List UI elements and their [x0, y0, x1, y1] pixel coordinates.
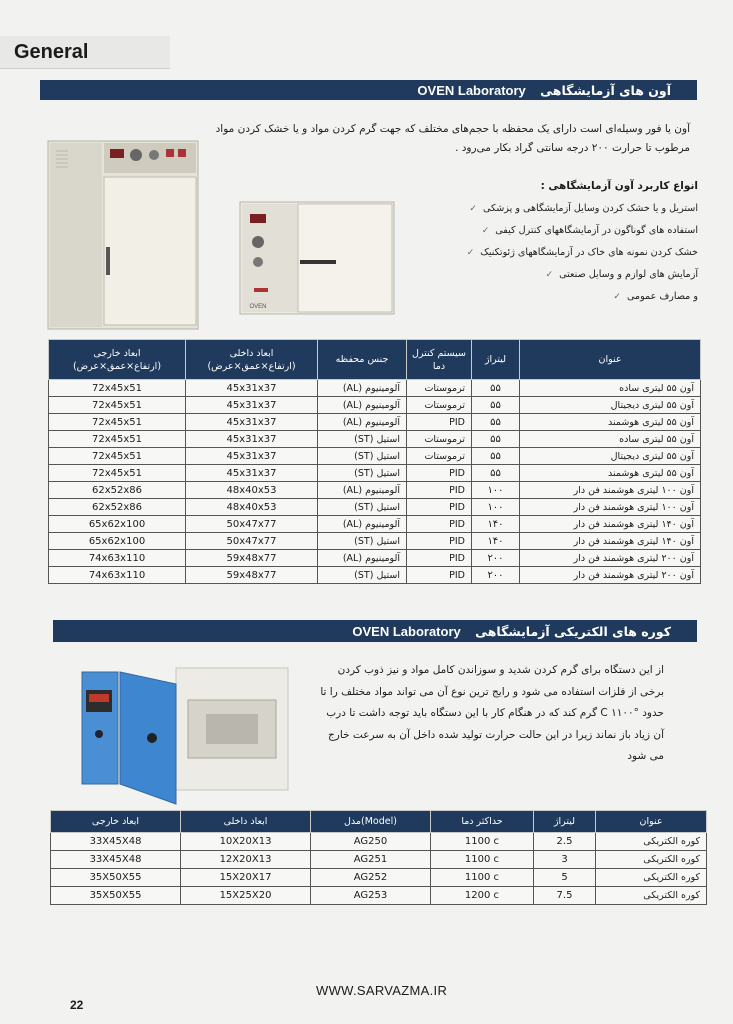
oven-spec-table [48, 339, 701, 584]
col-inner-dims: ابعاد داخلی [181, 811, 311, 833]
cell-inner: 10X20X13 [181, 833, 311, 851]
cell-name: آون ۱۰۰ لیتری هوشمند فن دار [520, 482, 701, 499]
website-url: WWW.SARVAZMA.IR [316, 983, 448, 998]
cell-chamber: استیل (ST) [318, 465, 407, 482]
cell-chamber: آلومینیوم (AL) [318, 516, 407, 533]
cell-liters: ۵۵ [472, 431, 520, 448]
cell-outer: 35X50X55 [51, 887, 181, 905]
table-row [49, 414, 701, 431]
cell-outer: 65x62x100 [49, 533, 186, 550]
cell-inner: 45x31x37 [186, 431, 318, 448]
cell-liters: ۵۵ [472, 448, 520, 465]
col-outer-dims: ابعاد خارجی (ارتفاع×عمق×عرض) [49, 340, 186, 380]
oven-use-item: استریل و یا خشک کردن وسایل آزمایشگاهی و پزشکی ✓ [400, 198, 698, 220]
table-row [51, 851, 707, 869]
cell-inner: 45x31x37 [186, 380, 318, 397]
table-row [49, 550, 701, 567]
cell-liters: 2.5 [534, 833, 596, 851]
cell-chamber: استیل (ST) [318, 431, 407, 448]
cell-inner: 45x31x37 [186, 465, 318, 482]
cell-outer: 72x45x51 [49, 448, 186, 465]
cell-control: PID [407, 516, 472, 533]
table-row [49, 465, 701, 482]
cell-model: AG252 [311, 869, 431, 887]
cell-name: آون ۵۵ لیتری دیجیتال [520, 397, 701, 414]
cell-control: ترموستات [407, 431, 472, 448]
cell-control: ترموستات [407, 397, 472, 414]
furnace-description: از این دستگاه برای گرم کردن شدید و سوزاندن کامل مواد و نیز ذوب کردن برخی از فلزات استفاده می شود و رایج ترین نوع آن می تواند مواد مختلف را تا حدود °C ۱۱۰۰ گرم کند که در هنگام کار با این دستگاه باید توجه داشت تا درب آن زیاد باز نماند زیرا در این حالت حرارت تولید شده داخل آن به سرعت خارج می شود [320, 664, 664, 762]
col-temp-control: سیستم کنترل دما [407, 340, 472, 380]
cell-outer: 62x52x86 [49, 482, 186, 499]
col-inner-dims: ابعاد داخلی (ارتفاع×عمق×عرض) [186, 340, 318, 380]
cell-model: AG250 [311, 833, 431, 851]
cell-maxtemp: 1200 c [431, 887, 534, 905]
furnace-title-fa: کوره های الکتریکی آزمایشگاهی [475, 624, 671, 639]
col-liters: لیتراژ [534, 811, 596, 833]
cell-control: ترموستات [407, 380, 472, 397]
table-row [51, 887, 707, 905]
cell-liters: ۲۰۰ [472, 550, 520, 567]
oven-use-item: خشک کردن نمونه های خاک در آزمایشگاههای ژئوتکنیک ✓ [400, 242, 698, 264]
cell-outer: 72x45x51 [49, 431, 186, 448]
cell-inner: 15X20X17 [181, 869, 311, 887]
cell-control: PID [407, 499, 472, 516]
cell-liters: ۱۰۰ [472, 499, 520, 516]
cell-inner: 45x31x37 [186, 414, 318, 431]
cell-chamber: استیل (ST) [318, 448, 407, 465]
cell-outer: 72x45x51 [49, 380, 186, 397]
cell-name: آون ۱۰۰ لیتری هوشمند فن دار [520, 499, 701, 516]
cell-model: AG251 [311, 851, 431, 869]
svg-text:OVEN: OVEN [249, 304, 267, 310]
furnace-image [80, 664, 292, 806]
furnace-spec-table [50, 810, 707, 905]
table-row [49, 533, 701, 550]
cell-inner: 50x47x77 [186, 533, 318, 550]
cell-liters: ۲۰۰ [472, 567, 520, 584]
cell-liters: ۵۵ [472, 397, 520, 414]
cell-inner: 59x48x77 [186, 550, 318, 567]
cell-name: آون ۵۵ لیتری ساده [520, 380, 701, 397]
section-title: General [14, 41, 89, 63]
table-row [49, 482, 701, 499]
cell-outer: 72x45x51 [49, 397, 186, 414]
cell-control: PID [407, 482, 472, 499]
oven-table-body [49, 380, 701, 584]
cell-name: کوره الکتریکی [596, 833, 707, 851]
cell-control: PID [407, 533, 472, 550]
table-row [49, 516, 701, 533]
cell-name: آون ۲۰۰ لیتری هوشمند فن دار [520, 550, 701, 567]
cell-outer: 62x52x86 [49, 499, 186, 516]
cell-name: کوره الکتریکی [596, 851, 707, 869]
cell-name: آون ۵۵ لیتری ساده [520, 431, 701, 448]
cell-outer: 74x63x110 [49, 550, 186, 567]
cell-liters: ۱۰۰ [472, 482, 520, 499]
cell-outer: 35X50X55 [51, 869, 181, 887]
cell-outer: 72x45x51 [49, 465, 186, 482]
cell-maxtemp: 1100 c [431, 869, 534, 887]
oven-small-image [236, 196, 398, 320]
oven-title-fa: آون های آزمایشگاهی [540, 83, 671, 98]
cell-name: کوره الکتریکی [596, 887, 707, 905]
cell-chamber: آلومینیوم (AL) [318, 380, 407, 397]
cell-name: آون ۵۵ لیتری دیجیتال [520, 448, 701, 465]
cell-chamber: استیل (ST) [318, 499, 407, 516]
cell-maxtemp: 1100 c [431, 833, 534, 851]
cell-chamber: آلومینیوم (AL) [318, 414, 407, 431]
col-max-temp: حداکثر دما [431, 811, 534, 833]
cell-control: PID [407, 414, 472, 431]
cell-inner: 12X20X13 [181, 851, 311, 869]
table-row [49, 567, 701, 584]
cell-control: PID [407, 550, 472, 567]
cell-model: AG253 [311, 887, 431, 905]
cell-name: آون ۲۰۰ لیتری هوشمند فن دار [520, 567, 701, 584]
table-row [49, 431, 701, 448]
cell-chamber: آلومینیوم (AL) [318, 482, 407, 499]
cell-liters: ۱۴۰ [472, 516, 520, 533]
table-row [49, 499, 701, 516]
cell-inner: 48x40x53 [186, 499, 318, 516]
cell-name: آون ۱۴۰ لیتری هوشمند فن دار [520, 516, 701, 533]
cell-outer: 72x45x51 [49, 414, 186, 431]
cell-outer: 65x62x100 [49, 516, 186, 533]
cell-liters: ۵۵ [472, 465, 520, 482]
cell-control: ترموستات [407, 448, 472, 465]
table-row [49, 448, 701, 465]
oven-use-item: استفاده های گوناگون در آزمایشگاههای کنترل کیفی ✓ [400, 220, 698, 242]
oven-description: آون یا فور وسیله‌ای است دارای یک محفظه با حجم‌های مختلف که جهت گرم کردن مواد و یا خشک کردن مواد مرطوب تا حرارت ۲۰۰ درجه سانتی گراد بکار می‌رود . [215, 123, 690, 154]
col-chamber-material: جنس محفظه [318, 340, 407, 380]
cell-outer: 33X45X48 [51, 833, 181, 851]
oven-use-item: و مصارف عمومی ✓ [400, 286, 698, 308]
section-tag [0, 36, 170, 69]
cell-inner: 45x31x37 [186, 448, 318, 465]
col-model: مدل(Model) [311, 811, 431, 833]
col-title: عنوان [596, 811, 707, 833]
cell-maxtemp: 1100 c [431, 851, 534, 869]
cell-liters: ۵۵ [472, 380, 520, 397]
furnace-title-en: OVEN Laboratory [352, 624, 461, 639]
oven-uses-list [400, 198, 698, 308]
col-outer-dims: ابعاد خارجی [51, 811, 181, 833]
cell-inner: 59x48x77 [186, 567, 318, 584]
cell-name: آون ۱۴۰ لیتری هوشمند فن دار [520, 533, 701, 550]
cell-chamber: استیل (ST) [318, 567, 407, 584]
cell-name: آون ۵۵ لیتری هوشمند [520, 414, 701, 431]
cell-name: کوره الکتریکی [596, 869, 707, 887]
oven-section-header [40, 80, 697, 100]
furnace-section-header [53, 620, 697, 642]
cell-liters: ۵۵ [472, 414, 520, 431]
cell-name: آون ۵۵ لیتری هوشمند [520, 465, 701, 482]
table-row [51, 833, 707, 851]
cell-inner: 48x40x53 [186, 482, 318, 499]
col-liters: لیتراژ [472, 340, 520, 380]
cell-liters: 5 [534, 869, 596, 887]
cell-inner: 45x31x37 [186, 397, 318, 414]
oven-title-en: OVEN Laboratory [417, 83, 526, 98]
col-title: عنوان [520, 340, 701, 380]
cell-inner: 15X25X20 [181, 887, 311, 905]
cell-outer: 74x63x110 [49, 567, 186, 584]
page-number: 22 [70, 998, 84, 1012]
cell-chamber: استیل (ST) [318, 533, 407, 550]
cell-control: PID [407, 567, 472, 584]
cell-outer: 33X45X48 [51, 851, 181, 869]
cell-liters: 7.5 [534, 887, 596, 905]
cell-liters: ۱۴۰ [472, 533, 520, 550]
furnace-table-body [51, 833, 707, 905]
oven-use-item: آزمایش های لوازم و وسایل صنعتی ✓ [400, 264, 698, 286]
cell-chamber: آلومینیوم (AL) [318, 397, 407, 414]
cell-liters: 3 [534, 851, 596, 869]
table-row [49, 397, 701, 414]
table-row [51, 869, 707, 887]
cell-chamber: آلومینیوم (AL) [318, 550, 407, 567]
oven-large-image [44, 137, 204, 333]
table-row [49, 380, 701, 397]
oven-uses-heading: انواع کاربرد آون آزمایشگاهی : [540, 180, 698, 192]
cell-control: PID [407, 465, 472, 482]
cell-inner: 50x47x77 [186, 516, 318, 533]
